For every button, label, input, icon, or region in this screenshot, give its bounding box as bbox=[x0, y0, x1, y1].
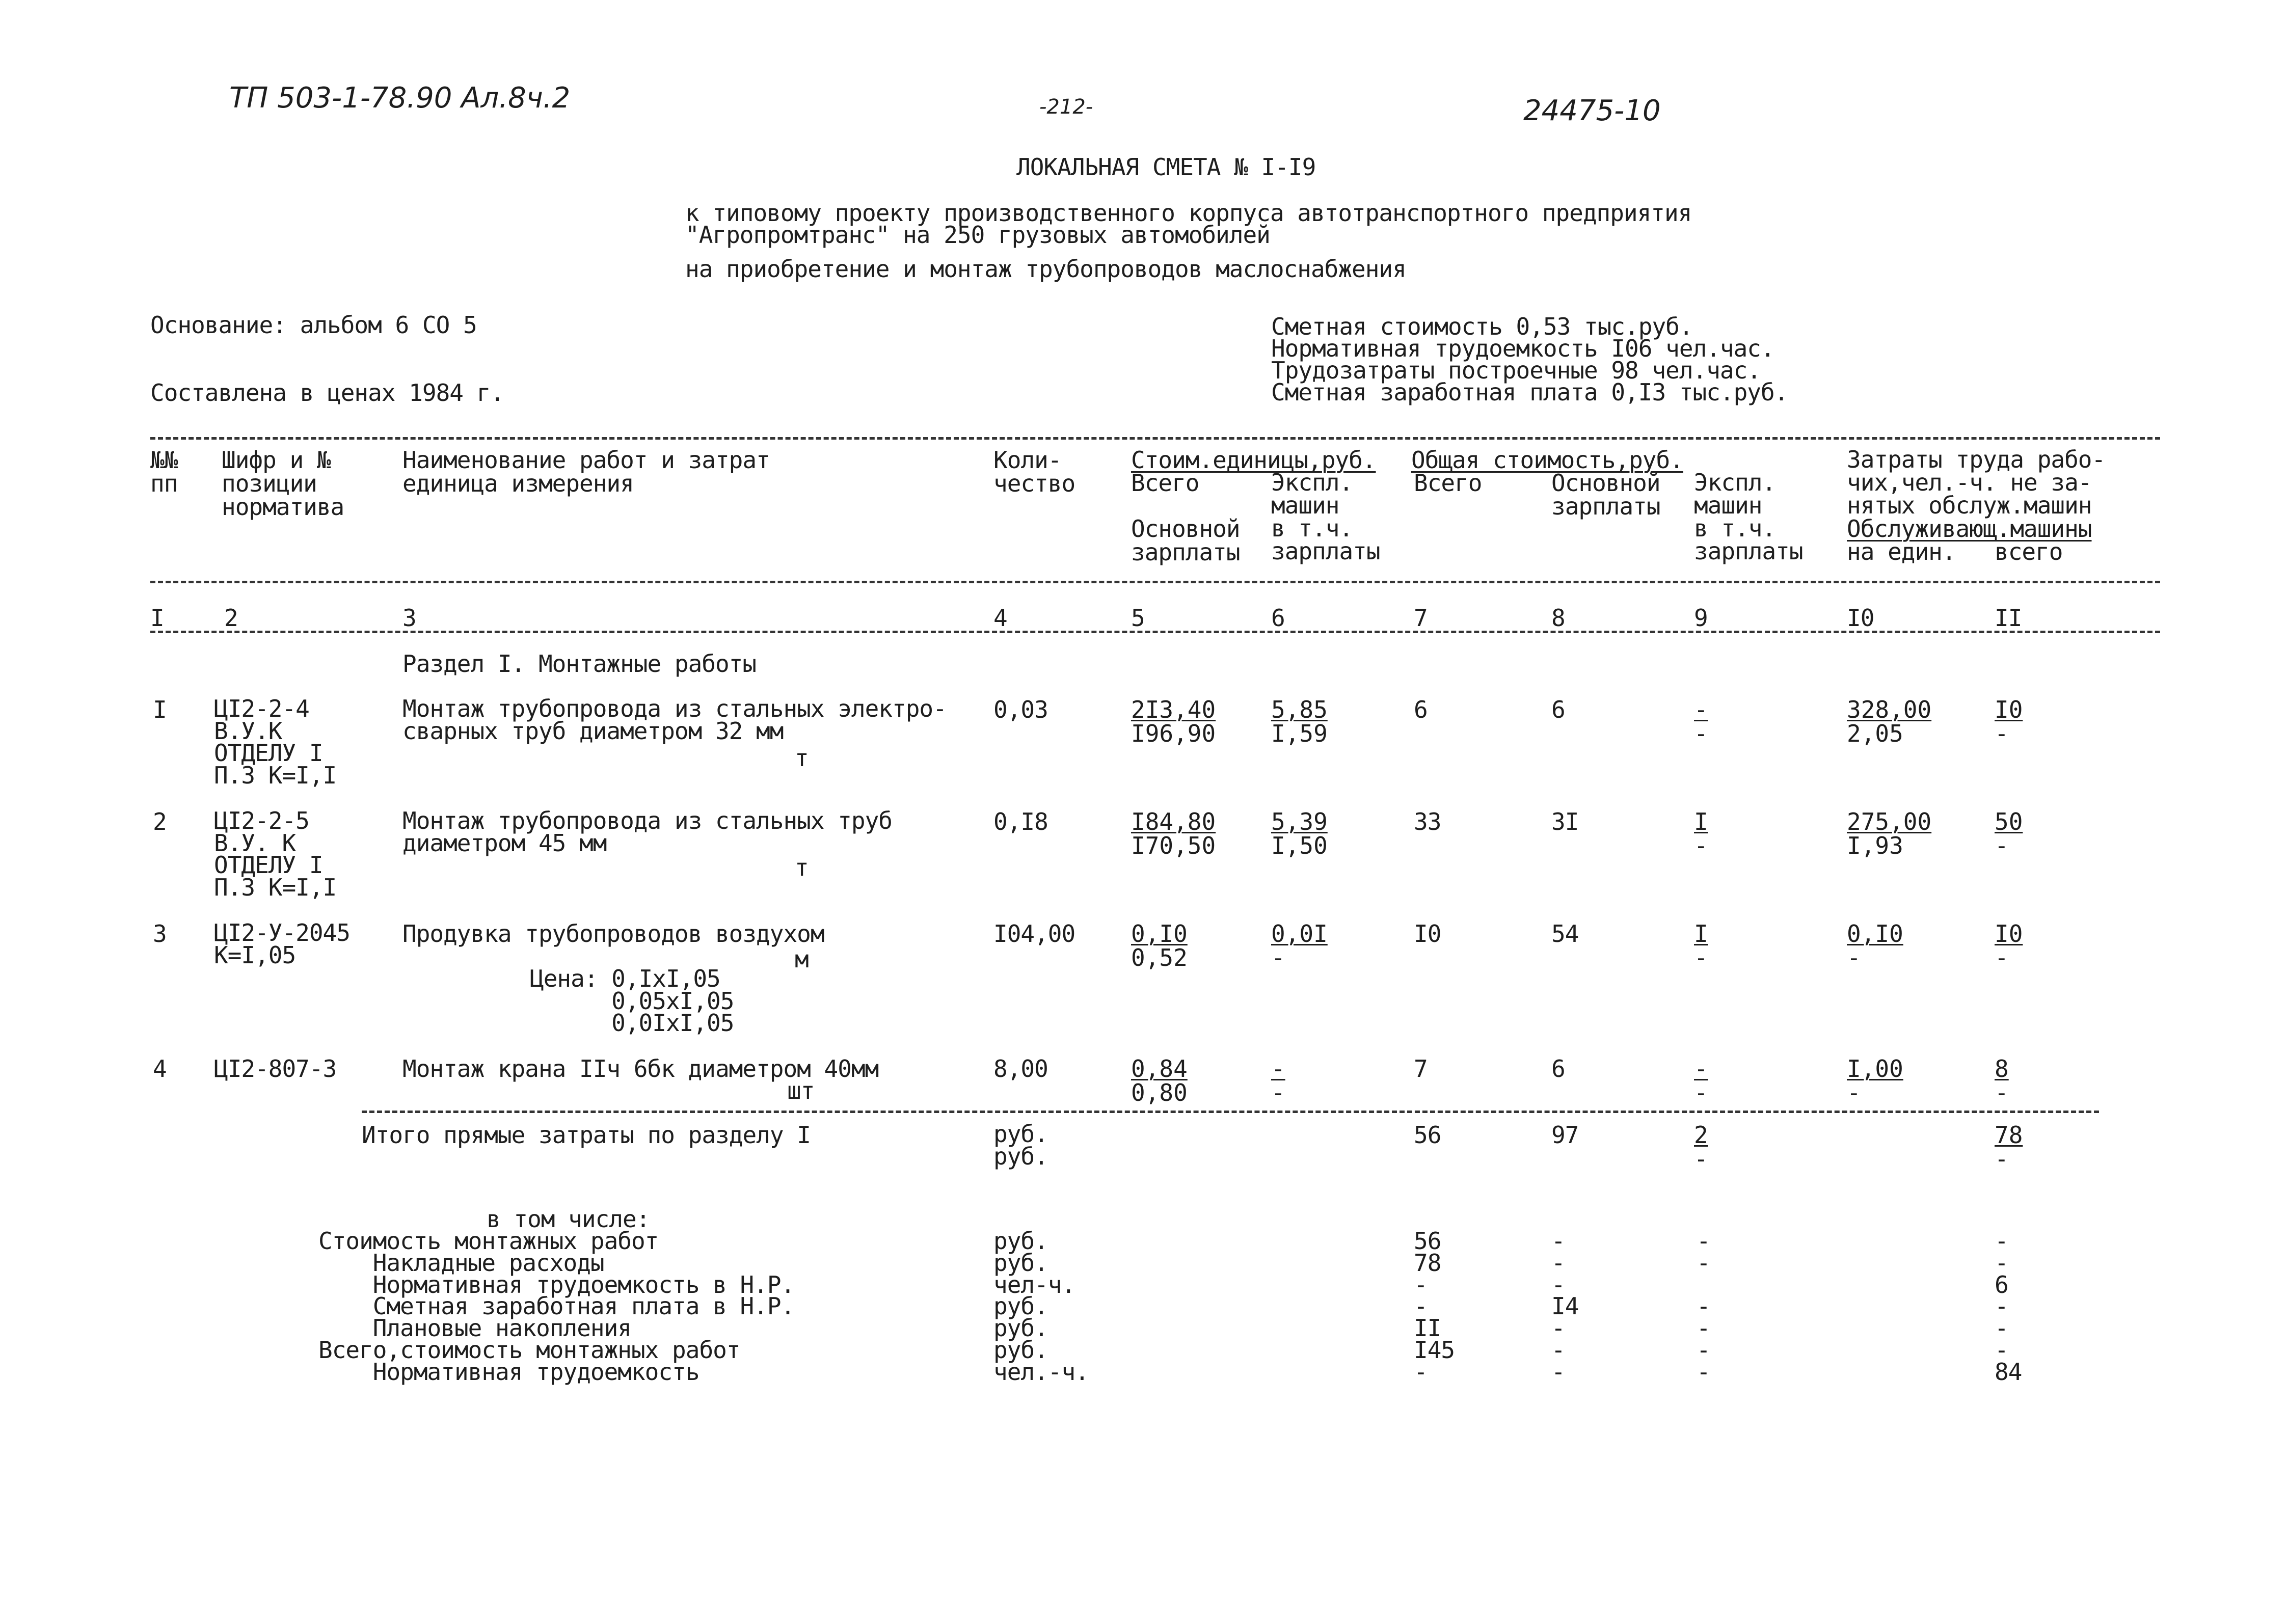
col-num: II bbox=[1995, 604, 2022, 632]
unit-machines bbox=[1271, 1057, 1285, 1105]
total-machines bbox=[1694, 810, 1708, 858]
total-machines-wage: - bbox=[1694, 1078, 1708, 1106]
row-number: 4 bbox=[153, 1055, 167, 1082]
work-unit: т bbox=[795, 854, 809, 881]
labor-per-unit-value: I,00 bbox=[1847, 1055, 1903, 1082]
total-wage: 3I bbox=[1551, 808, 1579, 835]
unit-machines bbox=[1271, 810, 1328, 858]
breakdown-totals: 56 78 - - II I45 - bbox=[1414, 1227, 1455, 1386]
totals-machines bbox=[1694, 1123, 1708, 1171]
total-wage: 6 bbox=[1551, 1055, 1565, 1082]
unit-machines bbox=[1271, 698, 1328, 746]
labor-per-unit-service: I,93 bbox=[1847, 831, 1903, 859]
unit-cost bbox=[1131, 698, 1216, 746]
col-num: 5 bbox=[1131, 604, 1145, 632]
quantity: 0,03 bbox=[993, 696, 1048, 723]
totals-labor bbox=[1995, 1123, 2023, 1171]
col-num: 3 bbox=[402, 604, 416, 632]
labor-per-unit-service: - bbox=[1847, 1078, 1861, 1106]
col-header-machines: Экспл. машин в т.ч. зарплаты bbox=[1694, 469, 1803, 565]
total-cost: 33 bbox=[1414, 808, 1441, 835]
col-num: I0 bbox=[1847, 604, 1874, 632]
summary-construction-labor: Трудозатраты построечные 98 чел.час. bbox=[1271, 357, 1761, 384]
total-machines-value: I bbox=[1694, 808, 1708, 835]
unit-cost-total: 2I3,40 bbox=[1131, 696, 1216, 723]
breakdown-units: руб. руб. чел-ч. руб. руб. руб. чел.-ч. bbox=[993, 1227, 1089, 1386]
col-group-labor: Затраты труда рабо- чих,чел.-ч. не за- нятых обслуж.машин bbox=[1847, 446, 2106, 520]
totals-labor-value: 78 bbox=[1995, 1121, 2023, 1149]
document-number: 24475-10 bbox=[1523, 94, 1661, 127]
col-header-unit-wage: Основной зарплаты bbox=[1131, 515, 1240, 566]
unit-cost-wage: I96,90 bbox=[1131, 719, 1216, 747]
breakdown-labels: Стоимость монтажных работ Накладные расходы Нормативная трудоемкость в Н.Р. Сметная заработная плата в Н.Р. Плановые накопления Всего,стоимость монтажных работ Нормативная трудоемкость bbox=[318, 1227, 795, 1386]
total-machines-wage: - bbox=[1694, 719, 1708, 747]
unit-cost-total: I84,80 bbox=[1131, 808, 1216, 835]
totals-label: Итого прямые затраты по разделу I bbox=[362, 1121, 811, 1149]
col-num: 9 bbox=[1694, 604, 1708, 632]
labor-total bbox=[1995, 922, 2023, 970]
breakdown-heading: в том числе: bbox=[487, 1205, 650, 1233]
page-title: ЛОКАЛЬНАЯ СМЕТА № I-I9 bbox=[1016, 153, 1316, 181]
unit-machines-total: - bbox=[1271, 1055, 1285, 1082]
subtitle-line-3: на приобретение и монтаж трубопроводов маслоснабжения bbox=[685, 255, 1406, 283]
col-group-total-cost: Общая стоимость,руб. bbox=[1411, 446, 1683, 474]
labor-per-unit bbox=[1847, 810, 1931, 858]
album-reference: ТП 503-1-78.90 Ал.8ч.2 bbox=[229, 82, 571, 115]
labor-per-unit bbox=[1847, 1057, 1903, 1105]
header-bottom-rule bbox=[150, 581, 2160, 583]
page-number: -212- bbox=[1039, 95, 1093, 119]
price-note: Цена: 0,IxI,05 0,05xI,05 0,0IxI,05 bbox=[530, 965, 734, 1037]
breakdown-labor: - - 6 - - - 84 bbox=[1995, 1227, 2022, 1386]
total-machines-wage: - bbox=[1694, 943, 1708, 971]
col-header-name: Наименование работ и затрат единица измерения bbox=[402, 446, 770, 497]
labor-per-unit-service: - bbox=[1847, 943, 1861, 971]
work-name: Монтаж крана IIч 6бк диаметром 40мм bbox=[402, 1055, 879, 1082]
labor-per-unit-value: 0,I0 bbox=[1847, 920, 1903, 948]
total-machines bbox=[1694, 922, 1708, 970]
col-header-qty: Коли- чество bbox=[993, 446, 1075, 497]
subtitle-line-1: к типовому проекту производственного корпуса автотранспортного предприятия bbox=[685, 199, 1692, 227]
total-machines-value: I bbox=[1694, 920, 1708, 948]
unit-machines-wage: I,50 bbox=[1271, 831, 1328, 859]
labor-total bbox=[1995, 1057, 2009, 1105]
col-header-labor-total: всего bbox=[1995, 538, 2063, 565]
col-num: 2 bbox=[224, 604, 238, 632]
row-number: 2 bbox=[153, 808, 167, 835]
row-number: I bbox=[153, 696, 167, 723]
unit-machines-wage: I,59 bbox=[1271, 719, 1328, 747]
work-name: Монтаж трубопровода из стальных труб диаметром 45 мм bbox=[402, 807, 892, 857]
col-header-labor-unit: на един. bbox=[1847, 538, 1956, 565]
quantity: 8,00 bbox=[993, 1055, 1048, 1082]
section-title: Раздел I. Монтажные работы bbox=[402, 650, 757, 678]
summary-estimated-cost: Сметная стоимость 0,53 тыс.руб. bbox=[1271, 313, 1693, 340]
work-unit: м bbox=[795, 945, 809, 973]
total-cost: 6 bbox=[1414, 696, 1428, 723]
col-group-unit-cost: Стоим.единицы,руб. bbox=[1131, 446, 1376, 474]
col-group-labor-service: Обслуживающ.машины bbox=[1847, 515, 2092, 543]
col-header-wage: Основной зарплаты bbox=[1551, 469, 1660, 520]
breakdown-wages: - - - I4 - - - bbox=[1551, 1227, 1579, 1386]
col-num: 6 bbox=[1271, 604, 1285, 632]
unit-machines-total: 0,0I bbox=[1271, 920, 1328, 948]
work-name: Монтаж трубопровода из стальных электро- сварных труб диаметром 32 мм bbox=[402, 695, 947, 745]
total-machines bbox=[1694, 698, 1708, 746]
totals-unit: руб. руб. bbox=[993, 1120, 1048, 1170]
labor-total-value: I0 bbox=[1995, 696, 2023, 723]
unit-cost-wage: I70,50 bbox=[1131, 831, 1216, 859]
total-cost: I0 bbox=[1414, 920, 1441, 948]
labor-per-unit-service: 2,05 bbox=[1847, 719, 1903, 747]
total-machines-wage: - bbox=[1694, 831, 1708, 859]
summary-wage: Сметная заработная плата 0,I3 тыс.руб. bbox=[1271, 378, 1788, 406]
total-cost: 7 bbox=[1414, 1055, 1428, 1082]
quantity: 0,I8 bbox=[993, 808, 1048, 835]
labor-total-value: 50 bbox=[1995, 808, 2023, 835]
totals-machines-value: 2 bbox=[1694, 1121, 1708, 1149]
total-machines bbox=[1694, 1057, 1708, 1105]
col-num: 8 bbox=[1551, 604, 1565, 632]
totals-machines-wage: - bbox=[1694, 1145, 1708, 1173]
col-header-code: Шифр и № позиции норматива bbox=[222, 446, 344, 521]
total-machines-value: - bbox=[1694, 696, 1708, 723]
norm-code: ЦI2-У-2045 К=I,05 bbox=[214, 919, 350, 969]
col-header-unit-total: Всего bbox=[1131, 469, 1199, 497]
unit-cost bbox=[1131, 922, 1188, 970]
unit-cost-wage: 0,52 bbox=[1131, 943, 1188, 971]
col-header-number: №№ пп bbox=[150, 446, 178, 497]
unit-cost-total: 0,84 bbox=[1131, 1055, 1188, 1082]
total-machines-value: - bbox=[1694, 1055, 1708, 1082]
col-num: 4 bbox=[993, 604, 1007, 632]
breakdown-machines: - - - - - - bbox=[1697, 1227, 1710, 1386]
total-wage: 54 bbox=[1551, 920, 1579, 948]
total-wage: 6 bbox=[1551, 696, 1565, 723]
labor-per-unit-value: 275,00 bbox=[1847, 808, 1932, 835]
column-numbers-rule bbox=[150, 631, 2160, 633]
col-header-unit-machines: Экспл. машин в т.ч. зарплаты bbox=[1271, 469, 1380, 565]
labor-total-value: I0 bbox=[1995, 920, 2023, 948]
totals-wage: 97 bbox=[1551, 1121, 1579, 1149]
totals-labor-service: - bbox=[1995, 1145, 2009, 1173]
labor-per-unit-value: 328,00 bbox=[1847, 696, 1932, 723]
table-top-rule bbox=[150, 437, 2160, 440]
unit-cost bbox=[1131, 1057, 1188, 1105]
totals-cost: 56 bbox=[1414, 1121, 1441, 1149]
subtitle-line-2: "Агропромтранс" на 250 грузовых автомобилей bbox=[685, 221, 1270, 249]
basis-text: Основание: альбом 6 СО 5 bbox=[150, 311, 477, 339]
unit-machines-wage: - bbox=[1271, 1078, 1285, 1106]
row-number: 3 bbox=[153, 920, 167, 948]
work-unit: шт bbox=[787, 1077, 815, 1104]
work-unit: т bbox=[795, 744, 809, 772]
summary-normative-labor: Нормативная трудоемкость I06 чел.час. bbox=[1271, 335, 1774, 362]
norm-code: ЦI2-2-5 В.У. К ОТДЕЛУ I П.3 К=I,I bbox=[214, 807, 337, 902]
quantity: I04,00 bbox=[993, 920, 1075, 948]
unit-cost-total: 0,I0 bbox=[1131, 920, 1188, 948]
unit-cost-wage: 0,80 bbox=[1131, 1078, 1188, 1106]
norm-code: ЦI2-807-3 bbox=[214, 1055, 337, 1082]
price-basis-text: Составлена в ценах 1984 г. bbox=[150, 379, 504, 407]
unit-machines-total: 5,39 bbox=[1271, 808, 1328, 835]
col-num: I bbox=[150, 604, 164, 632]
labor-per-unit bbox=[1847, 698, 1931, 746]
labor-total-service: - bbox=[1995, 943, 2009, 971]
labor-total-service: - bbox=[1995, 1078, 2009, 1106]
work-name: Продувка трубопроводов воздухом bbox=[402, 920, 824, 948]
unit-cost bbox=[1131, 810, 1216, 858]
unit-machines-total: 5,85 bbox=[1271, 696, 1328, 723]
norm-code: ЦI2-2-4 В.У.К ОТДЕЛУ I П.3 К=I,I bbox=[214, 695, 337, 790]
labor-per-unit bbox=[1847, 922, 1903, 970]
labor-total bbox=[1995, 810, 2023, 858]
col-header-total: Всего bbox=[1414, 469, 1482, 497]
unit-machines-wage: - bbox=[1271, 943, 1285, 971]
labor-total-service: - bbox=[1995, 831, 2009, 859]
labor-total-service: - bbox=[1995, 719, 2009, 747]
labor-total-value: 8 bbox=[1995, 1055, 2009, 1082]
totals-rule bbox=[362, 1111, 2099, 1113]
col-num: 7 bbox=[1414, 604, 1428, 632]
unit-machines bbox=[1271, 922, 1328, 970]
labor-total bbox=[1995, 698, 2023, 746]
